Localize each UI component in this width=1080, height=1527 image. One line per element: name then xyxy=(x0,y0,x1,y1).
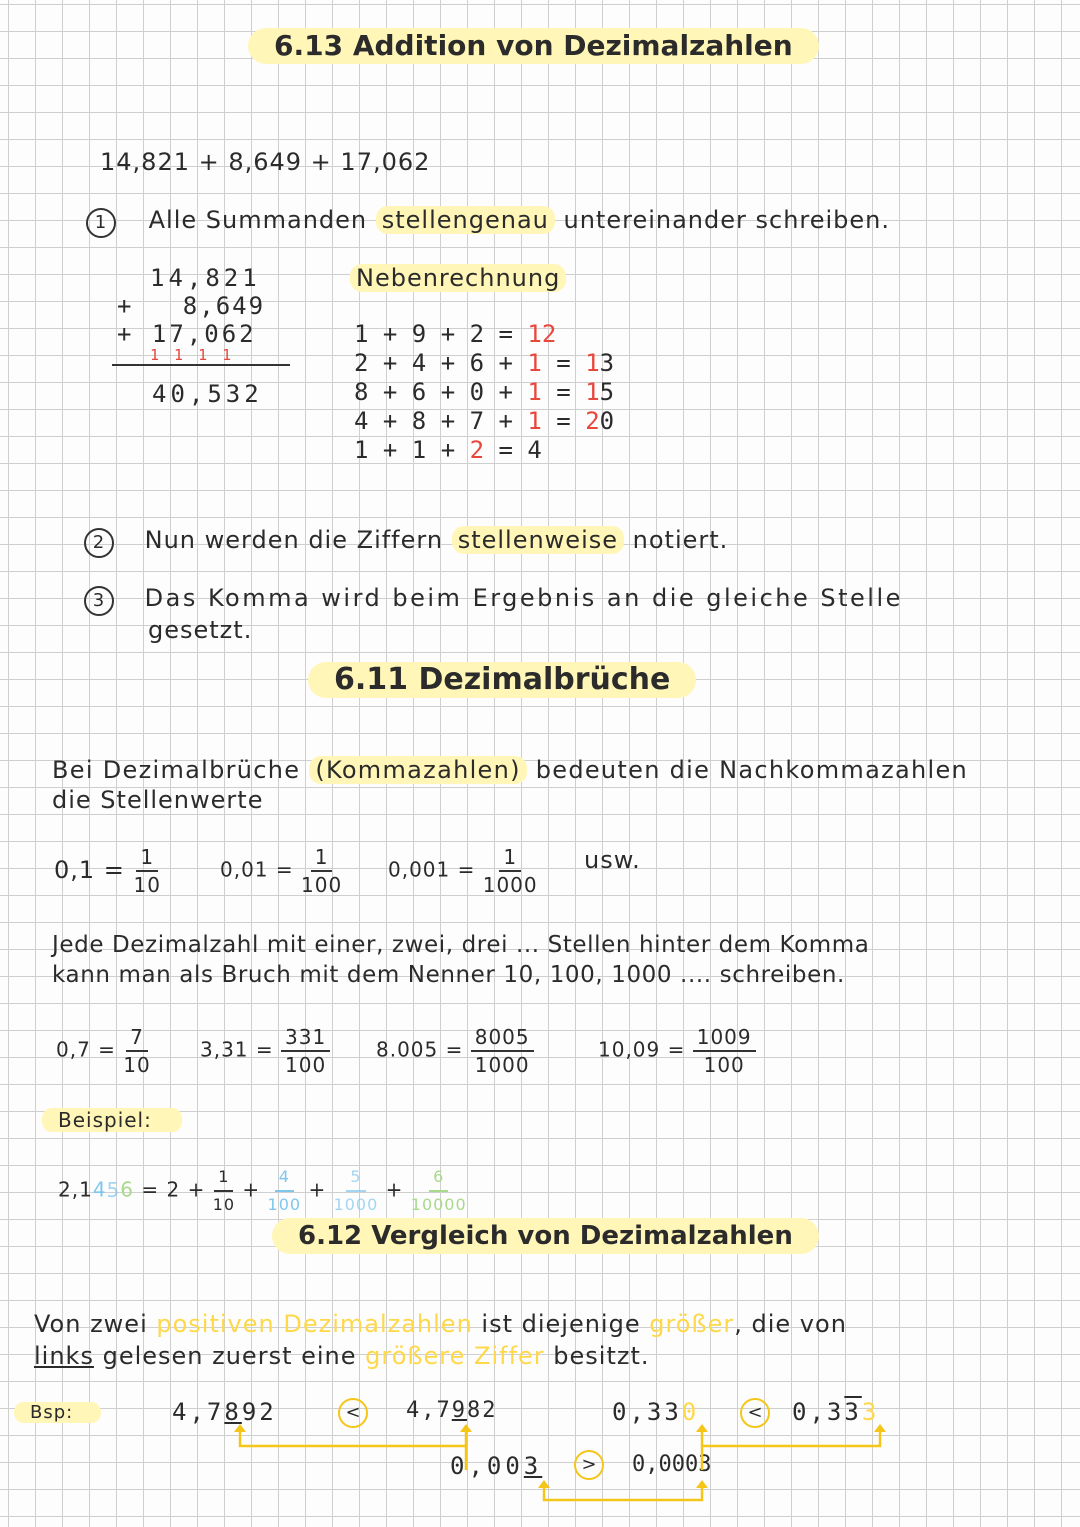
compare-2-right: 0,333 xyxy=(792,1398,880,1426)
arrowhead xyxy=(696,1480,708,1488)
arrowhead xyxy=(538,1480,550,1488)
paragraph-2: Jede Dezimalzahl mit einer, zwei, drei ... Stellen hinter dem Komma xyxy=(52,932,870,958)
usw-text: usw. xyxy=(584,846,641,874)
step-3: 3 Das Komma wird beim Ergebnis an die gleiche Stelle xyxy=(84,584,903,616)
bsp-label: Bsp: xyxy=(14,1402,101,1423)
step-number: 2 xyxy=(84,528,114,558)
neben-line-5: 1 + 1 + 2 = 4 xyxy=(354,436,542,464)
less-than-symbol: < xyxy=(740,1398,770,1428)
arrow-1 xyxy=(240,1426,466,1446)
beispiel-label: Beispiel: xyxy=(42,1108,182,1132)
arrow-5 xyxy=(544,1482,702,1500)
fraction-example-2: 0,01 = $\frac{1}{100}$ xyxy=(220,845,343,897)
neben-line-3: 8 + 6 + 0 + 1 = 15 xyxy=(354,378,615,406)
paragraph-1: Bei Dezimalbrüche (Kommazahlen) bedeuten die Nachkommazahlen xyxy=(52,756,969,784)
column-result: 40,532 xyxy=(152,380,263,408)
beispiel-expression: 2,1456 = 2 + $\frac{1}{10}$ + $\frac{4}{100}$ + $\frac{5}{1000}$ + $\frac{6}{10000}$ xyxy=(58,1164,467,1218)
step-number: 3 xyxy=(84,586,114,616)
title-vergleich: 6.12 Vergleich von Dezimalzahlen xyxy=(272,1218,819,1254)
paragraph-2-line-2: kann man als Bruch mit dem Nenner 10, 100, 1000 .... schreiben. xyxy=(52,962,845,988)
fraction-example-1: 0,1 = $\frac{1}{10}$ xyxy=(54,845,161,897)
arrowhead xyxy=(234,1424,246,1432)
conversion-example-2: 3,31 = $\frac{331}{100}$ xyxy=(200,1024,330,1078)
column-row-1: 14,821 xyxy=(150,264,261,292)
step-2: 2 Nun werden die Ziffern stellenweise notiert. xyxy=(84,526,728,558)
arrow-3 xyxy=(702,1426,880,1446)
rule-line-2: links gelesen zuerst eine größere Ziffer besitzt. xyxy=(34,1342,650,1370)
nebenrechnung-title: Nebenrechnung xyxy=(350,264,566,292)
column-carries: 1 1 1 1 xyxy=(150,346,235,364)
rule-line-1: Von zwei positiven Dezimalzahlen ist diejenige größer, die von xyxy=(34,1310,847,1338)
fraction-example-3: 0,001 = $\frac{1}{1000}$ xyxy=(388,845,538,897)
neben-line-2: 2 + 4 + 6 + 1 = 13 xyxy=(354,349,615,377)
arrowhead xyxy=(874,1424,886,1432)
paragraph-1-line-2: die Stellenwerte xyxy=(52,786,264,814)
compare-3-right: 0,0003 xyxy=(632,1452,712,1477)
conversion-example-4: 10,09 = $\frac{1009}{100}$ xyxy=(598,1024,756,1078)
compare-3-left: 0,003 xyxy=(450,1452,543,1480)
step-1: 1 Alle Summanden stellengenau untereinander schreiben. xyxy=(86,206,890,238)
addition-expression: 14,821 + 8,649 + 17,062 xyxy=(100,148,431,176)
compare-2-left: 0,330 xyxy=(612,1398,700,1426)
neben-line-4: 4 + 8 + 7 + 1 = 20 xyxy=(354,407,615,435)
step-3-line-2: gesetzt. xyxy=(148,616,253,644)
column-row-3: + 17,062 xyxy=(117,320,257,348)
greater-than-symbol: > xyxy=(574,1450,604,1480)
compare-1-left: 4,7892 xyxy=(172,1398,277,1426)
neben-line-1: 1 + 9 + 2 = 12 xyxy=(354,320,557,348)
conversion-example-3: 8.005 = $\frac{8005}{1000}$ xyxy=(376,1024,534,1078)
title-dezimalbrueche: 6.11 Dezimalbrüche xyxy=(308,662,696,698)
column-row-2: + 8,649 xyxy=(117,292,266,320)
arrowhead xyxy=(460,1424,472,1432)
conversion-example-1: 0,7 = $\frac{7}{10}$ xyxy=(56,1025,151,1077)
title-addition: 6.13 Addition von Dezimalzahlen xyxy=(248,28,819,64)
arrowhead xyxy=(696,1424,708,1432)
compare-1-right: 4,7982 xyxy=(406,1398,498,1423)
less-than-symbol: < xyxy=(338,1398,368,1428)
step-number: 1 xyxy=(86,208,116,238)
